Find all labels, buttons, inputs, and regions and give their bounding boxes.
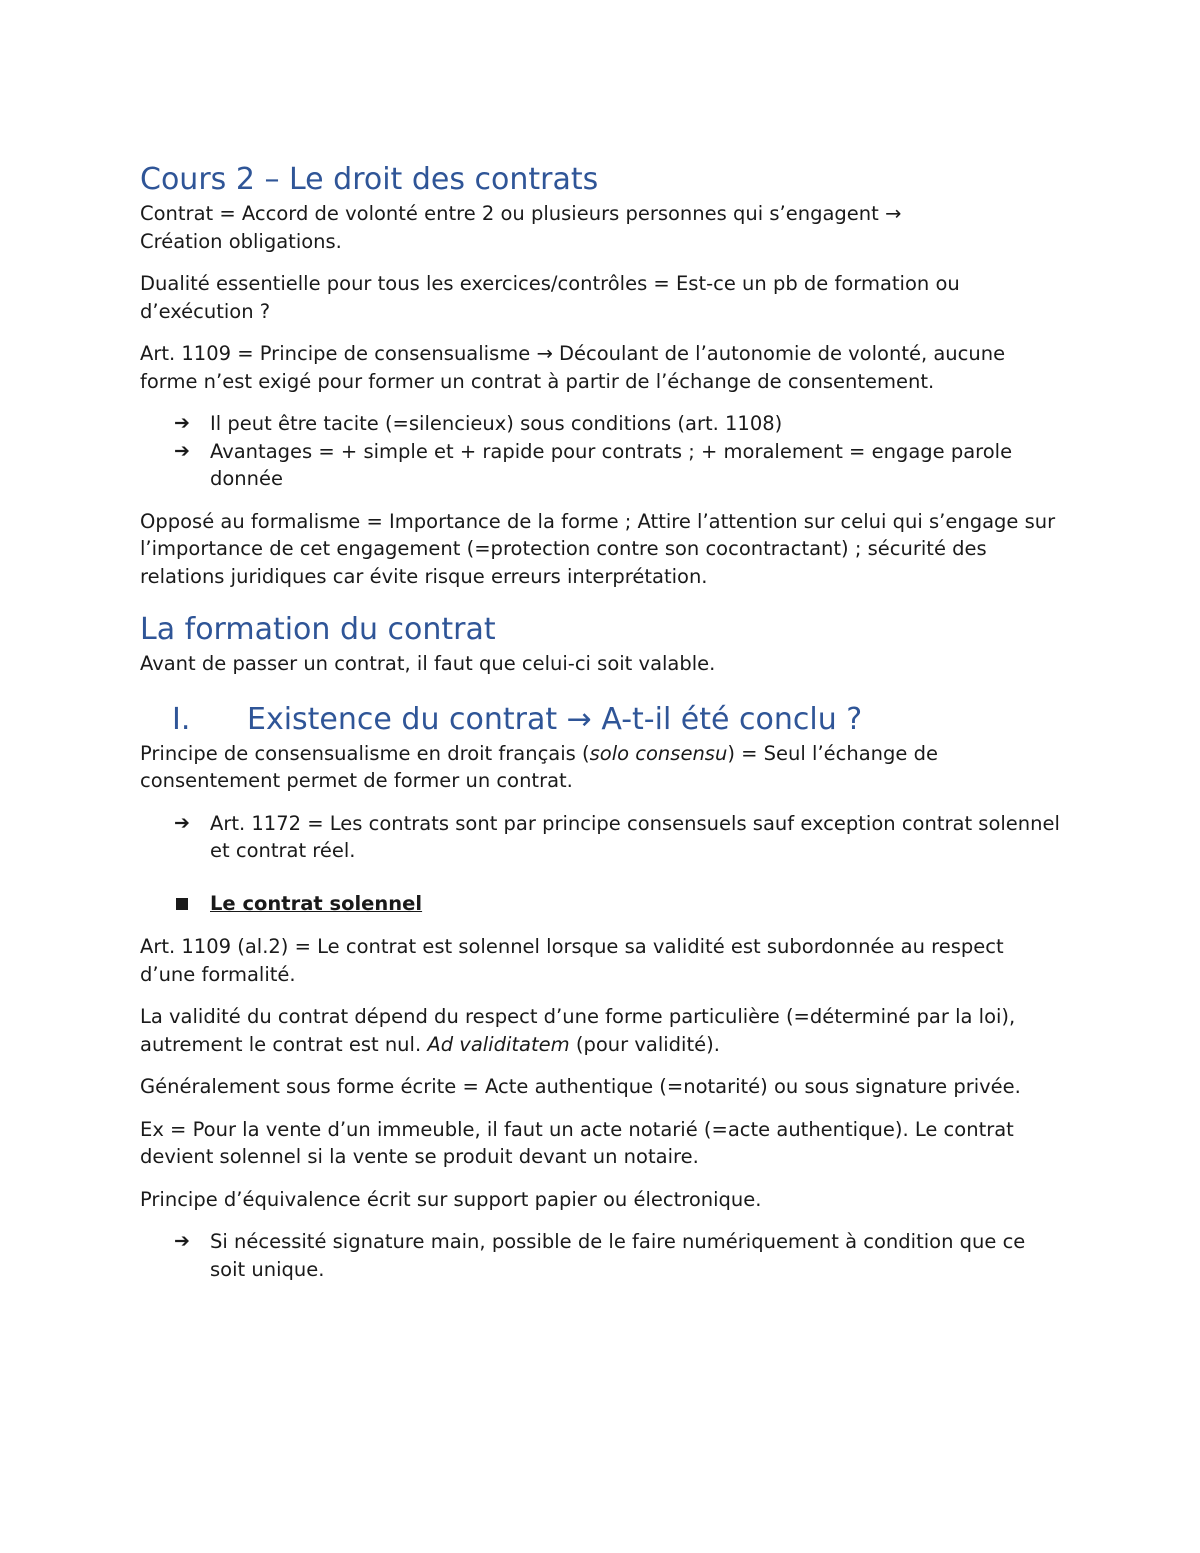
list-item-text: Avantages = + simple et + rapide pour contrats ; + moralement = engage parole donnée bbox=[210, 439, 1013, 490]
heading-text-a: Existence du contrat bbox=[247, 701, 558, 737]
solennel-paragraph-2 bbox=[140, 1003, 1065, 1058]
intro-paragraph-3 bbox=[140, 340, 1065, 395]
solennel-paragraph-1: Art. 1109 (al.2) = Le contrat est solennel lorsque sa validité est subordonnée au respect d’une formalité. bbox=[140, 935, 1004, 986]
existence-p1-b: ) = Seul l’échange de consentement permet de former un contrat. bbox=[140, 741, 938, 792]
solennel-p2-a: La validité du contrat dépend du respect d’une forme particulière (=déterminé par la loi), autrement le contrat est nul. bbox=[140, 1005, 1016, 1056]
list-item bbox=[140, 438, 1065, 493]
existence-p1-a: Principe de consensualisme en droit français ( bbox=[140, 741, 590, 765]
intro-bullet-list bbox=[140, 410, 1065, 493]
subheading-contrat-solennel: Le contrat solennel bbox=[210, 891, 423, 915]
list-item bbox=[140, 810, 1065, 865]
heading-text-b: A-t-il été conclu ? bbox=[601, 701, 863, 737]
document-page bbox=[140, 160, 1065, 1298]
arrow-right-icon: → bbox=[885, 202, 902, 225]
intro-paragraph-1 bbox=[140, 200, 1065, 255]
solennel-p2-italic: Ad validitatem bbox=[427, 1032, 570, 1056]
intro-paragraph-2: Dualité essentielle pour tous les exercices/contrôles = Est-ce un pb de formation ou d’exécution ? bbox=[140, 272, 960, 323]
arrow-right-icon: ➔ bbox=[174, 811, 190, 834]
existence-paragraph bbox=[140, 740, 1065, 795]
intro-p1-cont: Création obligations. bbox=[140, 229, 342, 253]
list-item bbox=[140, 1228, 1065, 1283]
arrow-right-icon: → bbox=[566, 701, 592, 737]
intro-paragraph-4: Opposé au formalisme = Importance de la forme ; Attire l’attention sur celui qui s’engage sur l’importance de cet engagement (=protection contre son cocontractant) ; sécurité des relations juridiques car évite risque erreurs interprétation. bbox=[140, 509, 1056, 588]
list-item-text: Art. 1172 = Les contrats sont par principe consensuels sauf exception contrat solennel et contrat réel. bbox=[210, 811, 1060, 862]
formation-paragraph: Avant de passer un contrat, il faut que celui-ci soit valable. bbox=[140, 652, 716, 675]
solennel-bullet-list bbox=[140, 1228, 1065, 1283]
existence-bullet-list bbox=[140, 810, 1065, 865]
intro-p3-a: Art. 1109 = Principe de consensualisme bbox=[140, 342, 531, 365]
solennel-paragraph-4: Ex = Pour la vente d’un immeuble, il faut un acte notarié (=acte authentique). Le contrat devient solennel si la vente se produit devant un notaire. bbox=[140, 1117, 1014, 1168]
intro-p3-b: Découlant de l’autonomie de volonté, aucune forme n’est exigé pour former un contrat à partir de l’échange de consentement. bbox=[140, 342, 1006, 393]
list-item-text: Il peut être tacite (=silencieux) sous conditions (art. 1108) bbox=[210, 412, 783, 435]
existence-p1-italic: solo consensu bbox=[589, 741, 728, 765]
section-numeral: I. bbox=[172, 701, 191, 737]
square-bullet-icon bbox=[176, 898, 188, 910]
section-heading-existence bbox=[140, 700, 1065, 740]
solennel-paragraph-5: Principe d’équivalence écrit sur support papier ou électronique. bbox=[140, 1187, 762, 1211]
subheading-item bbox=[140, 890, 1065, 918]
arrow-right-icon: → bbox=[536, 342, 553, 365]
page-title: Cours 2 – Le droit des contrats bbox=[140, 162, 599, 197]
arrow-right-icon: ➔ bbox=[174, 439, 190, 462]
intro-p1-text: Contrat = Accord de volonté entre 2 ou plusieurs personnes qui s’engagent bbox=[140, 202, 879, 225]
list-item bbox=[140, 410, 1065, 438]
arrow-right-icon: ➔ bbox=[174, 1230, 190, 1252]
list-item-text: Si nécessité signature main, possible de le faire numériquement à condition que ce soit unique. bbox=[210, 1230, 1026, 1281]
solennel-paragraph-3: Généralement sous forme écrite = Acte authentique (=notarité) ou sous signature privée. bbox=[140, 1075, 1021, 1098]
section-heading-formation: La formation du contrat bbox=[140, 612, 496, 647]
arrow-right-icon: ➔ bbox=[174, 412, 190, 434]
solennel-p2-b: (pour validité). bbox=[575, 1032, 720, 1056]
